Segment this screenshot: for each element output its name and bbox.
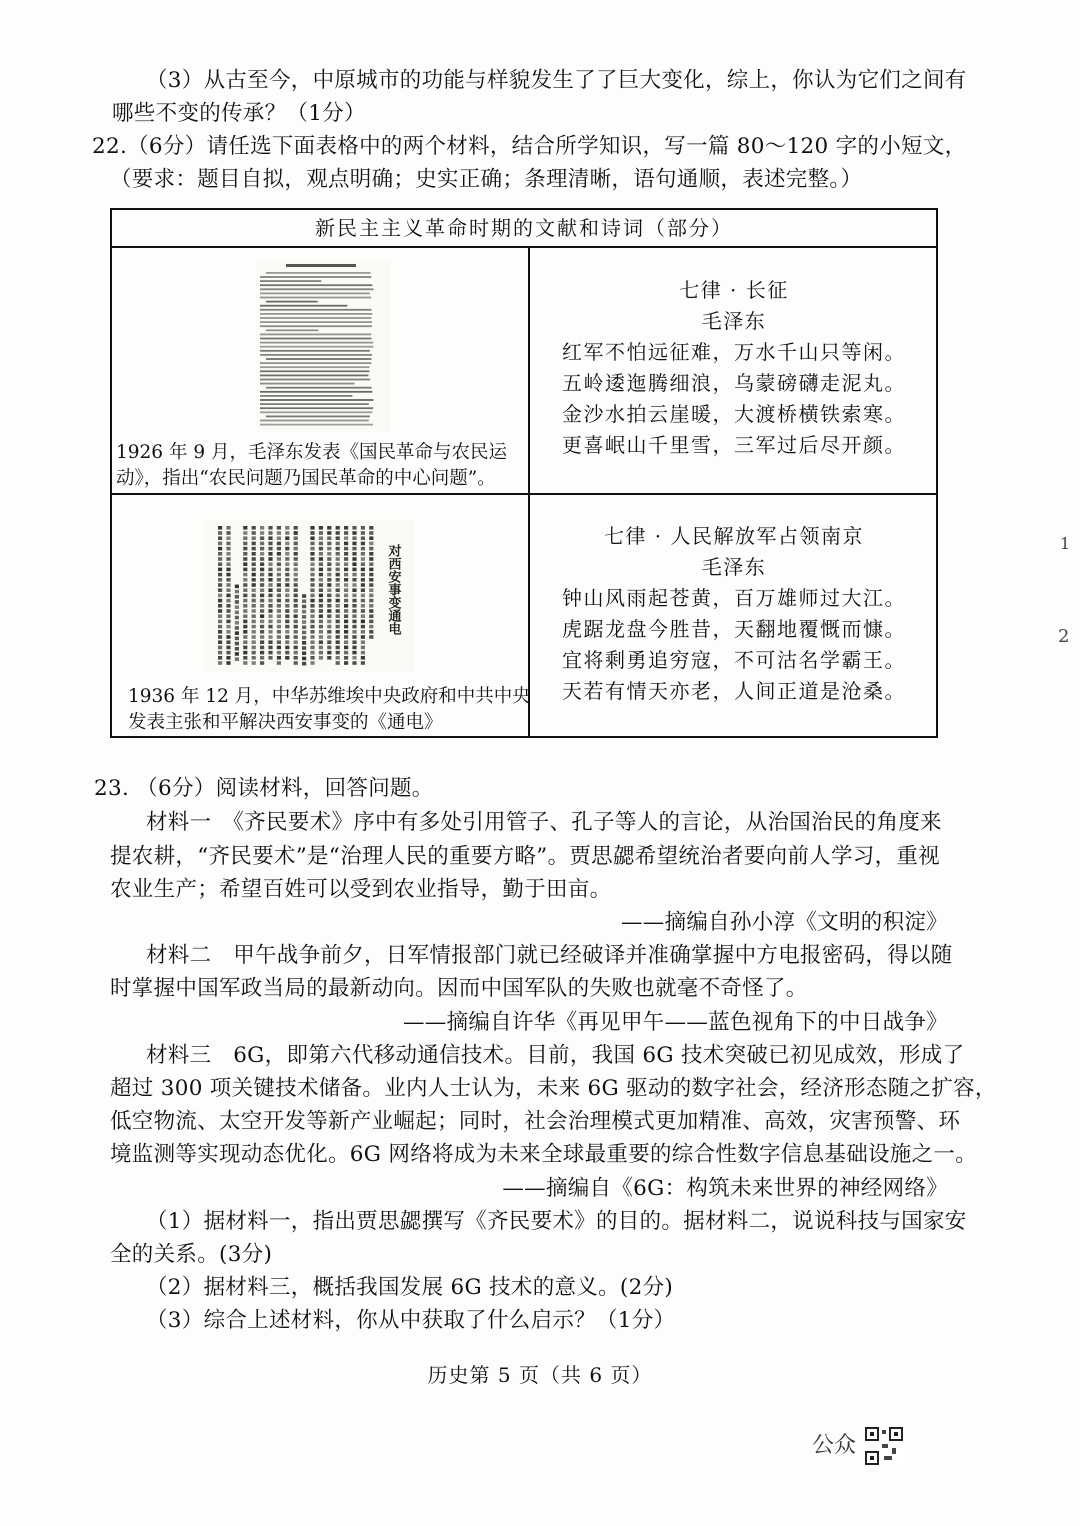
q23-material1-line3: 农业生产；希望百姓可以受到农业指导，勤于田亩。 — [110, 877, 612, 902]
q23-sub1-line1: （1）据材料一，指出贾思勰撰写《齐民要术》的目的。据材料二，说说科技与国家安 — [146, 1209, 967, 1234]
cell3-caption-line2: 发表主张和平解决西安事变的《通电》 — [128, 712, 443, 733]
table-horizontal-divider — [112, 493, 936, 495]
poem-nanjing — [530, 521, 938, 707]
q23-material1-line2: 提农耕，“齐民要术”是“治理人民的重要方略”。贾思勰希望统治者要向前人学习，重视 — [110, 844, 940, 869]
poem2-line: 宜将剩勇追穷寇，不可沽名学霸王。 — [562, 648, 906, 672]
watermark-text: 公众 — [812, 1433, 857, 1458]
q23-material3-line2: 超过 300 项关键技术储备。业内人士认为，未来 6G 驱动的数字社会，经济形态随之扩容， — [110, 1076, 997, 1101]
poem1-line: 红军不怕远征难，万水千山只等闲。 — [562, 340, 906, 364]
poem2-line: 天若有情天亦老，人间正道是沧桑。 — [562, 679, 906, 703]
poem1-author: 毛泽东 — [701, 309, 767, 333]
q23-material2-line1: 材料二 甲午战争前夕，日军情报部门就已经破译并准确掌握中方电报密码，得以随 — [146, 943, 953, 968]
cell1-caption-line1: 1926 年 9 月，毛泽东发表《国民革命与农民运 — [116, 442, 507, 463]
edge-mark: 1 — [1060, 534, 1071, 553]
poem2-author: 毛泽东 — [701, 555, 767, 579]
poem1-line: 更喜岷山千里雪，三军过后尽开颜。 — [562, 433, 906, 457]
poem2-line: 虎踞龙盘今胜昔，天翻地覆慨而慷。 — [562, 617, 906, 641]
edge-mark: 2 — [1058, 626, 1070, 647]
telegram-scan-image — [204, 520, 414, 672]
poem-changzheng — [530, 275, 938, 461]
poem1-line: 金沙水拍云崖暖，大渡桥横铁索寒。 — [562, 402, 906, 426]
poem1-title: 七律 · 长征 — [679, 278, 789, 302]
poem1-line: 五岭逶迤腾细浪，乌蒙磅礴走泥丸。 — [562, 371, 906, 395]
poem2-line: 钟山风雨起苍黄，百万雄师过大江。 — [562, 586, 906, 610]
table-header: 新民主主义革命时期的文献和诗词（部分） — [112, 210, 936, 248]
q22-line1: 22.（6分）请任选下面表格中的两个材料，结合所学知识，写一篇 80～120 字的小短文， — [92, 134, 967, 159]
q23-material3-source: ——摘编自《6G：构筑未来世界的神经网络》 — [502, 1176, 948, 1201]
q23-sub1-line2: 全的关系。(3分) — [110, 1242, 273, 1267]
q23-material3-line3: 低空物流、太空开发等新产业崛起；同时，社会治理模式更加精准、高效，灾害预警、环 — [110, 1109, 961, 1134]
q22-line2: （要求：题目自拟，观点明确；史实正确；条理清晰，语句通顺，表述完整。） — [110, 167, 863, 192]
q23-material2-line2: 时掌握中国军政当局的最新动向。因而中国军队的失败也就毫不奇怪了。 — [110, 976, 808, 1001]
cell3-caption-line1: 1936 年 12 月，中华苏维埃中央政府和中共中央 — [128, 686, 531, 707]
q23-material3-line1: 材料三 6G，即第六代移动通信技术。目前，我国 6G 技术突破已初见成效，形成了 — [146, 1043, 965, 1068]
page-footer: 历史第 5 页（共 6 页） — [427, 1363, 653, 1387]
telegram-doc-title: 对西安事变通电 — [385, 544, 401, 635]
q21-sub3-line2: 哪些不变的传承？（1分） — [112, 101, 366, 126]
cell1-caption-line2: 动》，指出“农民问题乃国民革命的中心问题”。 — [116, 468, 496, 489]
q23-material3-line4: 境监测等实现动态优化。6G 网络将成为未来全球最重要的综合性数字信息基础设施之一。 — [110, 1142, 977, 1167]
q23-material2-source: ——摘编自许华《再见甲午——蓝色视角下的中日战争》 — [402, 1010, 948, 1035]
q23-sub2: （2）据材料三，概括我国发展 6G 技术的意义。(2分) — [146, 1275, 674, 1300]
document-scan-image — [256, 260, 390, 432]
poem2-title: 七律 · 人民解放军占领南京 — [603, 524, 865, 548]
q21-sub3-line1: （3）从古至今，中原城市的功能与样貌发生了了巨大变化，综上，你认为它们之间有 — [146, 68, 967, 93]
q23-material1-source: ——摘编自孙小淳《文明的积淀》 — [620, 910, 948, 935]
qr-code-icon — [864, 1426, 904, 1466]
q23-sub3: （3）综合上述材料，你从中获取了什么启示？（1分） — [146, 1308, 676, 1333]
q23-material1-line1: 材料一 《齐民要术》序中有多处引用管子、孔子等人的言论，从治国治民的角度来 — [146, 810, 942, 835]
materials-table — [110, 208, 938, 738]
q23-intro: 23. （6分）阅读材料，回答问题。 — [94, 776, 434, 801]
